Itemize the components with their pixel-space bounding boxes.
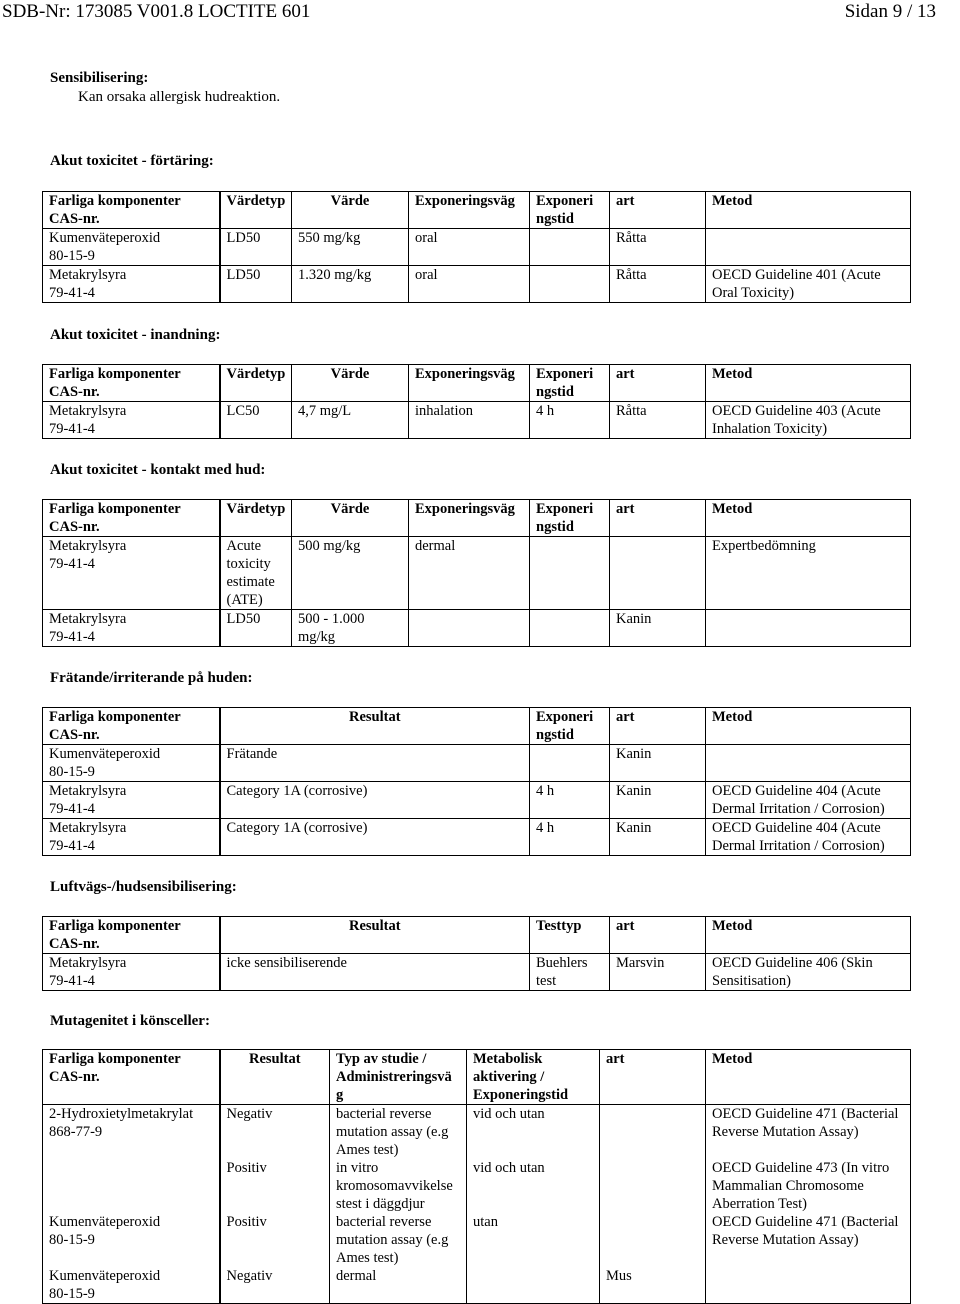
col-metabolic-activation: Metabolisk aktivering / Exponeringstid [467, 1050, 600, 1105]
method-cell: OECD Guideline 471 (Bacterial Reverse Mutation Assay) [706, 1105, 911, 1160]
col-method: Metod [706, 500, 911, 537]
table-row [43, 1105, 911, 1160]
table-row [43, 819, 911, 856]
col-result: Resultat [220, 917, 530, 954]
sensitisation-title: Luftvägs-/hudsensibilisering: [50, 879, 237, 895]
result-cell: Frätande [220, 745, 530, 782]
col-species: art [610, 708, 706, 745]
sensitization-text: Kan orsaka allergisk hudreaktion. [78, 89, 281, 105]
method-cell: OECD Guideline 473 (In vitro Mammalian Chromosome Aberration Test) [706, 1159, 911, 1213]
col-method: Metod [706, 708, 911, 745]
col-test-type: Testtyp [530, 917, 610, 954]
study-cell: bacterial reverse mutation assay (e.g Ames test) [330, 1105, 467, 1160]
study-cell: bacterial reverse mutation assay (e.g Ames test) [330, 1213, 467, 1267]
sensitization-title: Sensibilisering: [50, 70, 149, 86]
table-row [43, 1213, 911, 1267]
col-value: Värde [292, 192, 409, 229]
col-route: Exponeringsväg [409, 192, 530, 229]
value-cell: 4,7 mg/L [292, 402, 409, 439]
col-method: Metod [706, 1050, 911, 1105]
table-row [43, 745, 911, 782]
method-cell: OECD Guideline 471 (Bacterial Reverse Mutation Assay) [706, 1213, 911, 1267]
value-type-cell: LD50 [220, 610, 292, 647]
time-cell: 4 h [530, 819, 610, 856]
table-header-row [43, 192, 911, 229]
col-value-type: Värdetyp [220, 192, 292, 229]
component-cell [43, 1159, 220, 1213]
result-cell: Positiv [220, 1213, 330, 1267]
col-components: Farliga komponenter CAS-nr. [43, 1050, 220, 1105]
col-value-type: Värdetyp [220, 365, 292, 402]
table-row [43, 537, 911, 610]
species-cell: Kanin [610, 782, 706, 819]
inhalation-toxicity-table [42, 364, 911, 439]
col-result: Resultat [220, 1050, 330, 1105]
col-components: Farliga komponenter CAS-nr. [43, 192, 220, 229]
component-cell: Metakrylsyra 79-41-4 [43, 402, 220, 439]
species-cell: Råtta [610, 402, 706, 439]
time-cell [530, 745, 610, 782]
value-cell: 550 mg/kg [292, 229, 409, 266]
method-cell: Expertbedömning [706, 537, 911, 610]
route-cell: oral [409, 229, 530, 266]
table-row [43, 229, 911, 266]
document-id: SDB-Nr: 173085 V001.8 LOCTITE 601 [2, 1, 311, 22]
col-species: art [600, 1050, 706, 1105]
time-cell [530, 610, 610, 647]
time-cell [530, 537, 610, 610]
oral-toxicity-table [42, 191, 911, 303]
component-cell: 2-Hydroxietylmetakrylat 868-77-9 [43, 1105, 220, 1160]
col-components: Farliga komponenter CAS-nr. [43, 365, 220, 402]
result-cell: Category 1A (corrosive) [220, 819, 530, 856]
table-row [43, 954, 911, 991]
col-value: Värde [292, 365, 409, 402]
activation-cell: vid och utan [467, 1159, 600, 1213]
table-row [43, 402, 911, 439]
value-cell: 500 - 1.000 mg/kg [292, 610, 409, 647]
result-cell: Negativ [220, 1267, 330, 1304]
col-species: art [610, 500, 706, 537]
col-components: Farliga komponenter CAS-nr. [43, 917, 220, 954]
species-cell: Råtta [610, 266, 706, 303]
mutagenicity-title: Mutagenitet i könsceller: [50, 1013, 210, 1029]
value-type-cell: LD50 [220, 229, 292, 266]
sensitisation-table [42, 916, 911, 991]
col-components: Farliga komponenter CAS-nr. [43, 708, 220, 745]
activation-cell: vid och utan [467, 1105, 600, 1160]
skin-corrosion-table [42, 707, 911, 856]
species-cell: Råtta [610, 229, 706, 266]
table-header-row [43, 500, 911, 537]
component-cell: Kumenväteperoxid 80-15-9 [43, 1213, 220, 1267]
method-cell: OECD Guideline 404 (Acute Dermal Irritation / Corrosion) [706, 819, 911, 856]
component-cell: Metakrylsyra 79-41-4 [43, 537, 220, 610]
route-cell: oral [409, 266, 530, 303]
time-cell: 4 h [530, 402, 610, 439]
component-cell: Metakrylsyra 79-41-4 [43, 954, 220, 991]
col-value: Värde [292, 500, 409, 537]
value-type-cell: LC50 [220, 402, 292, 439]
table-header-row [43, 917, 911, 954]
species-cell [600, 1213, 706, 1267]
component-cell: Kumenväteperoxid 80-15-9 [43, 229, 220, 266]
species-cell: Mus [600, 1267, 706, 1304]
component-cell: Metakrylsyra 79-41-4 [43, 819, 220, 856]
species-cell [600, 1105, 706, 1160]
col-exposure-time: Exponeri ngstid [530, 365, 610, 402]
table-header-row [43, 708, 911, 745]
route-cell: inhalation [409, 402, 530, 439]
component-cell: Kumenväteperoxid 80-15-9 [43, 745, 220, 782]
col-route: Exponeringsväg [409, 365, 530, 402]
value-cell: 1.320 mg/kg [292, 266, 409, 303]
dermal-toxicity-title: Akut toxicitet - kontakt med hud: [50, 462, 266, 478]
activation-cell: utan [467, 1213, 600, 1267]
col-exposure-time: Exponeri ngstid [530, 500, 610, 537]
col-species: art [610, 365, 706, 402]
col-exposure-time: Exponeri ngstid [530, 192, 610, 229]
mutagenicity-table [42, 1049, 911, 1304]
result-cell: Positiv [220, 1159, 330, 1213]
col-result: Resultat [220, 708, 530, 745]
col-method: Metod [706, 917, 911, 954]
time-cell: 4 h [530, 782, 610, 819]
species-cell: Kanin [610, 819, 706, 856]
col-species: art [610, 917, 706, 954]
table-row [43, 610, 911, 647]
col-species: art [610, 192, 706, 229]
method-cell: OECD Guideline 401 (Acute Oral Toxicity) [706, 266, 911, 303]
result-cell: icke sensibiliserende [220, 954, 530, 991]
method-cell [706, 1267, 911, 1304]
table-row [43, 266, 911, 303]
col-method: Metod [706, 192, 911, 229]
table-row [43, 1267, 911, 1304]
col-value-type: Värdetyp [220, 500, 292, 537]
table-header-row [43, 365, 911, 402]
result-cell: Negativ [220, 1105, 330, 1160]
species-cell: Marsvin [610, 954, 706, 991]
route-cell [409, 610, 530, 647]
method-cell [706, 610, 911, 647]
col-exposure-time: Exponeri ngstid [530, 708, 610, 745]
method-cell: OECD Guideline 406 (Skin Sensitisation) [706, 954, 911, 991]
table-header-row [43, 1050, 911, 1105]
table-row [43, 1159, 911, 1213]
component-cell: Metakrylsyra 79-41-4 [43, 266, 220, 303]
species-cell: Kanin [610, 745, 706, 782]
value-type-cell: Acute toxicity estimate (ATE) [220, 537, 292, 610]
component-cell: Metakrylsyra 79-41-4 [43, 610, 220, 647]
method-cell: OECD Guideline 404 (Acute Dermal Irritation / Corrosion) [706, 782, 911, 819]
method-cell [706, 229, 911, 266]
study-cell: dermal [330, 1267, 467, 1304]
method-cell: OECD Guideline 403 (Acute Inhalation Toxicity) [706, 402, 911, 439]
col-components: Farliga komponenter CAS-nr. [43, 500, 220, 537]
col-method: Metod [706, 365, 911, 402]
study-cell: in vitro kromosomavvikelse stest i däggdjur [330, 1159, 467, 1213]
result-cell: Category 1A (corrosive) [220, 782, 530, 819]
value-cell: 500 mg/kg [292, 537, 409, 610]
species-cell: Kanin [610, 610, 706, 647]
col-route: Exponeringsväg [409, 500, 530, 537]
component-cell: Kumenväteperoxid 80-15-9 [43, 1267, 220, 1304]
time-cell [530, 266, 610, 303]
species-cell [610, 537, 706, 610]
skin-corrosion-title: Frätande/irriterande på huden: [50, 670, 253, 686]
species-cell [600, 1159, 706, 1213]
col-study-type: Typ av studie / Administreringsvä g [330, 1050, 467, 1105]
page-number: Sidan 9 / 13 [844, 1, 936, 22]
dermal-toxicity-table [42, 499, 911, 647]
time-cell [530, 229, 610, 266]
method-cell [706, 745, 911, 782]
oral-toxicity-title: Akut toxicitet - förtäring: [50, 153, 214, 169]
value-type-cell: LD50 [220, 266, 292, 303]
activation-cell [467, 1267, 600, 1304]
test-type-cell: Buehlers test [530, 954, 610, 991]
inhalation-toxicity-title: Akut toxicitet - inandning: [50, 327, 221, 343]
page-header [0, 0, 960, 24]
route-cell: dermal [409, 537, 530, 610]
component-cell: Metakrylsyra 79-41-4 [43, 782, 220, 819]
table-row [43, 782, 911, 819]
